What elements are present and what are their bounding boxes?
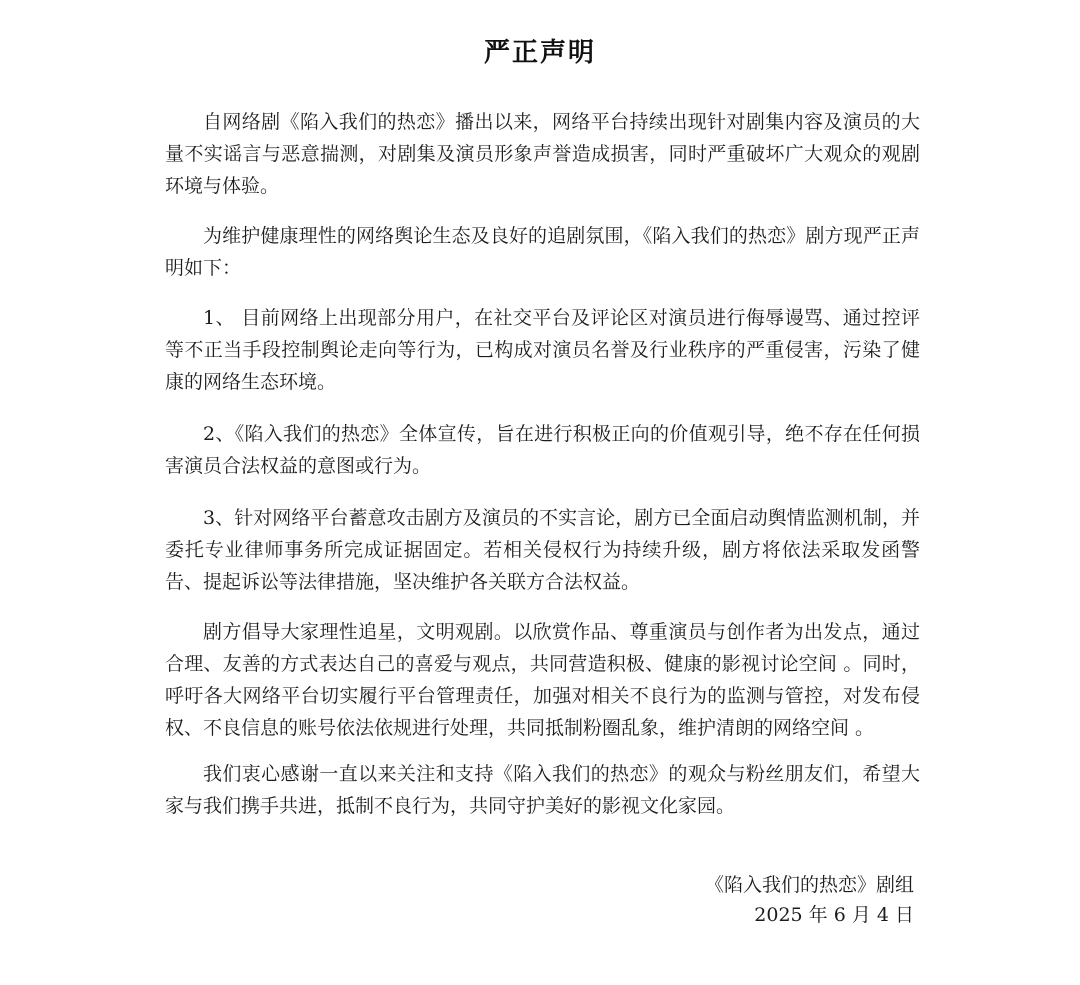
paragraph-intro: 自网络剧《陷入我们的热恋》播出以来，网络平台持续出现针对剧集内容及演员的大量不实谣言与恶意揣测，对剧集及演员形象声誉造成损害，同时严重破坏广大观众的观剧环境与体验。 — [165, 111, 920, 197]
paragraph-appeal: 剧方倡导大家理性追星，文明观剧。以欣赏作品、尊重演员与创作者为出发点，通过合理、友善的方式表达自己的喜爱与观点，共同营造积极、健康的影视讨论空间 。同时，呼吁各大网络平台切实履行平台管理责任，加强对相关不良行为的监测与管控，对发布侵权、不良信息的账号依法依规进行处理，共同抵制粉圈乱象，维护清朗的网络空间 。 — [165, 621, 920, 739]
document-title: 严正声明 — [483, 38, 596, 68]
paragraph-declaration: 为维护健康理性的网络舆论生态及良好的追剧氛围，《陷入我们的热恋》剧方现严正声明如下： — [165, 225, 920, 279]
signature-date: 2025 年 6 月 4 日 — [754, 904, 914, 926]
paragraph-point-1: 1、 目前网络上出现部分用户，在社交平台及评论区对演员进行侮辱谩骂、通过控评等不正当手段控制舆论走向等行为，已构成对演员名誉及行业秩序的严重侵害，污染了健康的网络生态环境。 — [165, 307, 920, 393]
paragraph-point-2: 2、《陷入我们的热恋》全体宣传，旨在进行积极正向的价值观引导，绝不存在任何损害演员合法权益的意图或行为。 — [165, 423, 920, 477]
signature-organization: 《陷入我们的热恋》剧组 — [704, 874, 914, 896]
paragraph-thanks: 我们衷心感谢一直以来关注和支持《陷入我们的热恋》的观众与粉丝朋友们，希望大家与我们携手共进，抵制不良行为，共同守护美好的影视文化家园。 — [165, 763, 920, 817]
paragraph-point-3: 3、针对网络平台蓄意攻击剧方及演员的不实言论，剧方已全面启动舆情监测机制，并委托专业律师事务所完成证据固定。若相关侵权行为持续升级，剧方将依法采取发函警告、提起诉讼等法律措施，坚决维护各关联方合法权益。 — [165, 507, 920, 593]
